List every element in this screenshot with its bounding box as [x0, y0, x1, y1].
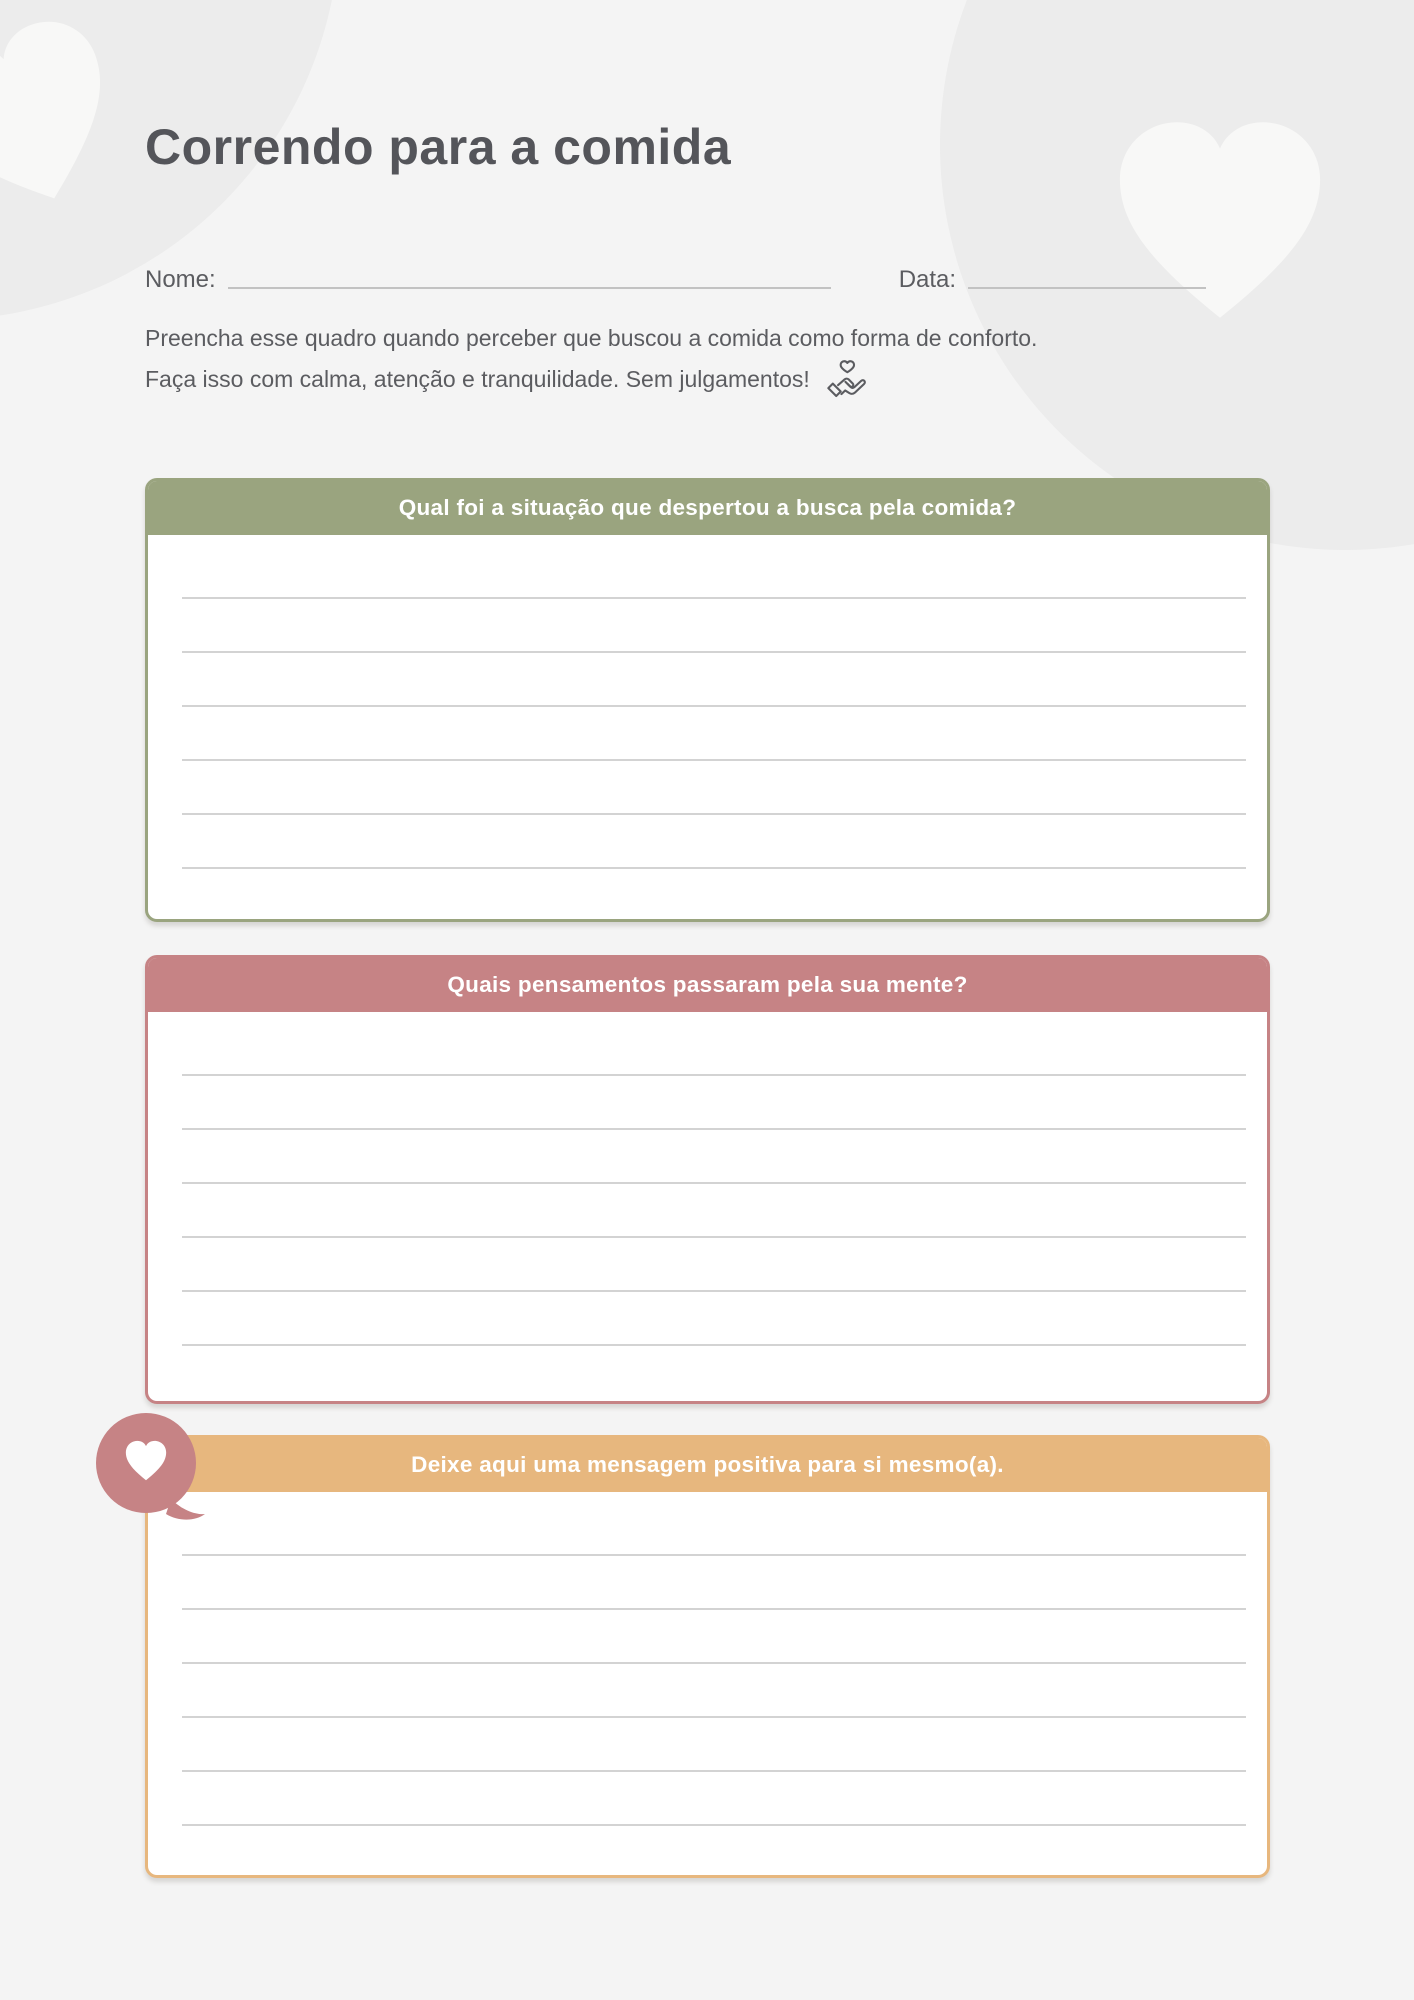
writing-line	[182, 759, 1246, 761]
name-field[interactable]	[228, 287, 831, 289]
writing-line	[182, 1608, 1246, 1610]
section-header	[148, 958, 1267, 1012]
writing-line	[182, 705, 1246, 707]
heart-speech-bubble-icon	[93, 1411, 215, 1527]
writing-line	[182, 651, 1246, 653]
section-title: Qual foi a situação que despertou a busca pela comida?	[398, 495, 1017, 520]
date-label: Data:	[898, 266, 957, 293]
fields-row	[145, 266, 1251, 294]
writing-line	[182, 813, 1246, 815]
writing-line	[182, 867, 1246, 869]
writing-area[interactable]	[148, 597, 1267, 869]
section-thoughts	[145, 955, 1270, 1404]
section-situation	[145, 478, 1270, 922]
name-label: Nome:	[145, 266, 216, 293]
instructions-line-2: Faça isso com calma, atenção e tranquilidade. Sem julgamentos!	[145, 357, 1105, 401]
writing-line	[182, 1128, 1246, 1130]
section-header	[148, 1438, 1267, 1492]
section-header	[148, 481, 1267, 535]
writing-line	[182, 1824, 1246, 1826]
date-field[interactable]	[968, 287, 1206, 289]
writing-line	[182, 1662, 1246, 1664]
writing-line	[182, 597, 1246, 599]
writing-line	[182, 1554, 1246, 1556]
instructions-line-1: Preencha esse quadro quando perceber que buscou a comida como forma de conforto.	[145, 325, 1038, 351]
writing-line	[182, 1236, 1246, 1238]
section-positive-message	[145, 1435, 1270, 1878]
section-title: Quais pensamentos passaram pela sua mente?	[447, 972, 968, 997]
writing-line	[182, 1182, 1246, 1184]
writing-line	[182, 1770, 1246, 1772]
writing-line	[182, 1074, 1246, 1076]
hand-holding-heart-icon	[826, 357, 870, 401]
writing-line	[182, 1716, 1246, 1718]
instructions-text	[145, 320, 1105, 401]
background-heart-decoration	[1100, 108, 1340, 332]
writing-area[interactable]	[148, 1074, 1267, 1346]
section-title: Deixe aqui uma mensagem positiva para si mesmo(a).	[411, 1452, 1004, 1477]
writing-area[interactable]	[148, 1554, 1267, 1826]
writing-line	[182, 1290, 1246, 1292]
page-title: Correndo para a comida	[145, 119, 732, 175]
writing-line	[182, 1344, 1246, 1346]
